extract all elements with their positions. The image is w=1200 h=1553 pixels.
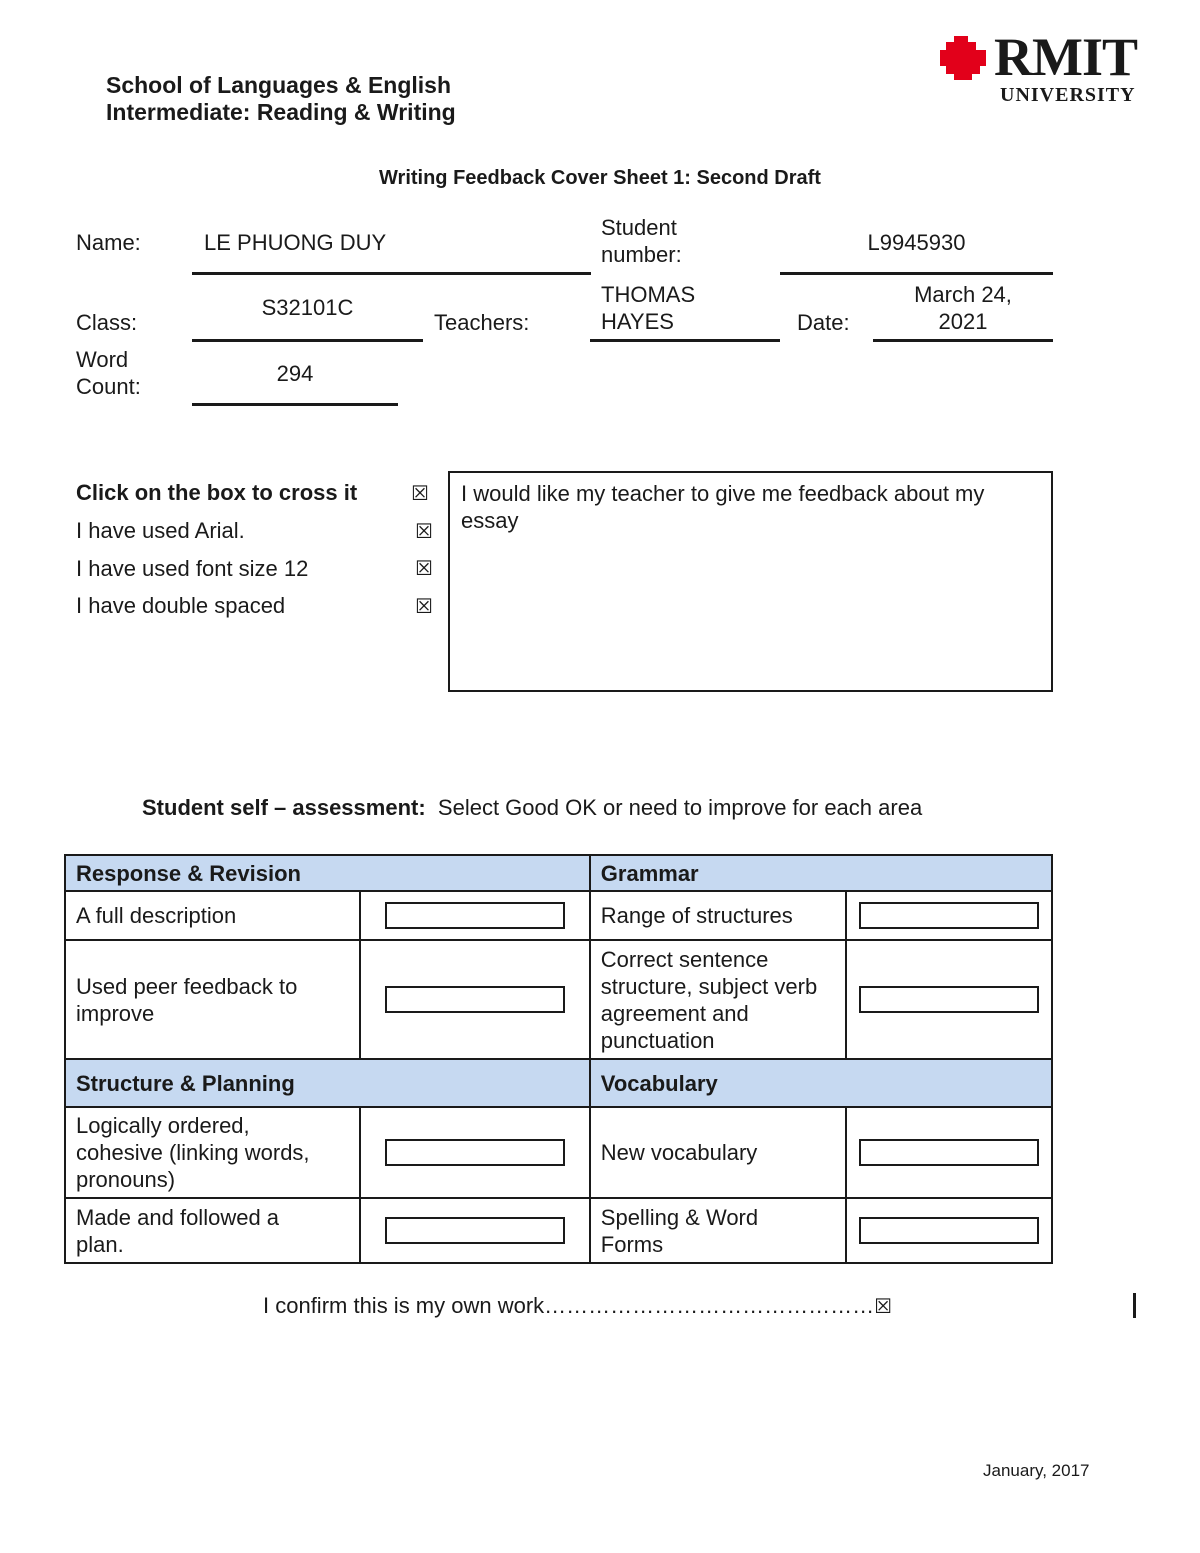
criterion-logically-ordered-line3: pronouns) (76, 1167, 176, 1192)
checklist-item-double-spaced: I have double spaced (76, 593, 286, 618)
criterion-spelling (590, 1198, 846, 1263)
rating-input-range-of-structures[interactable] (859, 902, 1039, 929)
rating-cell-range-of-structures (846, 891, 1052, 940)
criterion-correct-sentence-line4: punctuation (600, 1027, 715, 1053)
date-value-line1[interactable]: March 24, (914, 282, 1012, 307)
teachers-value-line2[interactable]: HAYES (601, 309, 674, 334)
class-underline (192, 339, 423, 342)
student-number-value[interactable]: L9945930 (867, 230, 966, 255)
criterion-range-of-structures: Range of structures (590, 891, 846, 940)
criterion-spelling-line1: Spelling & Word (600, 1204, 759, 1230)
form-title: Writing Feedback Cover Sheet 1: Second Draft (379, 167, 821, 189)
word-count-value[interactable]: 294 (276, 361, 314, 386)
rating-cell-spelling (846, 1198, 1052, 1263)
confirm-statement (263, 1292, 892, 1319)
rating-input-peer-feedback[interactable] (385, 986, 565, 1013)
student-number-underline (780, 272, 1053, 275)
criterion-spelling-line2: Forms (600, 1231, 664, 1257)
rmit-pixel-logo-icon (940, 36, 990, 82)
confirm-text: I confirm this is my own work……………………………………… (263, 1293, 875, 1318)
logo-subtitle: UNIVERSITY (1000, 84, 1136, 106)
name-label: Name: (76, 230, 141, 255)
name-underline (192, 272, 591, 275)
section-response-revision: Response & Revision (65, 855, 590, 891)
section-vocabulary: Vocabulary (590, 1059, 1052, 1107)
footer-date: January, 2017 (983, 1461, 1090, 1480)
rating-cell-peer-feedback (360, 940, 590, 1059)
course-name: Intermediate: Reading & Writing (106, 99, 456, 125)
criterion-logically-ordered-line2: cohesive (linking words, (76, 1140, 310, 1165)
school-name: School of Languages & English (106, 72, 452, 98)
logo-wordmark: RMIT (994, 27, 1137, 87)
rating-cell-full-description (360, 891, 590, 940)
rating-cell-correct-sentence (846, 940, 1052, 1059)
checklist-heading-checkbox[interactable]: ☒ (411, 481, 429, 505)
checkbox-font-size[interactable]: ☒ (415, 556, 433, 580)
criterion-logically-ordered-line1: Logically ordered, (76, 1113, 250, 1138)
rmit-logo (940, 27, 1140, 106)
checklist-item-arial: I have used Arial. (76, 518, 245, 543)
rating-cell-new-vocabulary (846, 1107, 1052, 1198)
checklist-heading: Click on the box to cross it (76, 480, 358, 505)
class-value[interactable]: S32101C (261, 295, 354, 320)
rating-input-full-description[interactable] (385, 902, 565, 929)
criterion-correct-sentence-line3: agreement and (600, 1000, 749, 1026)
checkbox-double-spaced[interactable]: ☒ (415, 594, 433, 618)
checkbox-arial[interactable]: ☒ (415, 519, 433, 543)
date-underline (873, 339, 1053, 342)
rating-cell-plan (360, 1198, 590, 1263)
rating-cell-logically-ordered (360, 1107, 590, 1198)
student-number-label-line1: Student (601, 215, 677, 240)
section-structure-planning: Structure & Planning (65, 1059, 590, 1107)
teachers-label: Teachers: (434, 310, 530, 335)
criterion-plan-line2: plan. (76, 1231, 124, 1257)
rating-input-logically-ordered[interactable] (385, 1139, 565, 1166)
criterion-plan-line1: Made and followed a (76, 1204, 280, 1230)
feedback-request-box[interactable] (448, 471, 1053, 692)
criterion-correct-sentence (590, 940, 846, 1059)
confirm-checkbox[interactable]: ☒ (874, 1294, 893, 1318)
self-assessment-heading (142, 794, 922, 821)
rating-input-new-vocabulary[interactable] (859, 1139, 1039, 1166)
rating-input-correct-sentence[interactable] (859, 986, 1039, 1013)
criterion-new-vocabulary: New vocabulary (590, 1107, 846, 1198)
teachers-underline (590, 339, 780, 342)
criterion-peer-feedback-line2: improve (76, 1000, 155, 1026)
self-assessment-instruction: Select Good OK or need to improve for each area (437, 795, 923, 820)
checklist-item-font-size: I have used font size 12 (76, 556, 309, 581)
self-assessment-label: Student self – assessment: (142, 795, 426, 820)
criterion-peer-feedback (65, 940, 360, 1059)
class-label: Class: (76, 310, 138, 335)
criterion-peer-feedback-line1: Used peer feedback to (76, 973, 298, 999)
assessment-table (64, 854, 1053, 1264)
criterion-correct-sentence-line2: structure, subject verb (600, 973, 818, 999)
rating-input-spelling[interactable] (859, 1217, 1039, 1244)
rating-input-plan[interactable] (385, 1217, 565, 1244)
student-number-label-line2: number: (601, 242, 682, 267)
text-cursor (1133, 1293, 1136, 1318)
date-label: Date: (797, 310, 850, 335)
name-value[interactable]: LE PHUONG DUY (204, 230, 387, 255)
feedback-request-line1: I would like my teacher to give me feedback about my (461, 481, 985, 506)
criterion-correct-sentence-line1: Correct sentence (600, 946, 769, 972)
word-count-underline (192, 403, 398, 406)
feedback-request-line2: essay (461, 508, 519, 533)
date-value-line2[interactable]: 2021 (938, 309, 988, 334)
word-count-label-line2: Count: (76, 374, 141, 399)
criterion-plan (65, 1198, 360, 1263)
word-count-label-line1: Word (76, 347, 129, 372)
teachers-value-line1[interactable]: THOMAS (601, 282, 696, 307)
criterion-full-description: A full description (65, 891, 360, 940)
criterion-logically-ordered (65, 1107, 360, 1198)
section-grammar: Grammar (590, 855, 1052, 891)
